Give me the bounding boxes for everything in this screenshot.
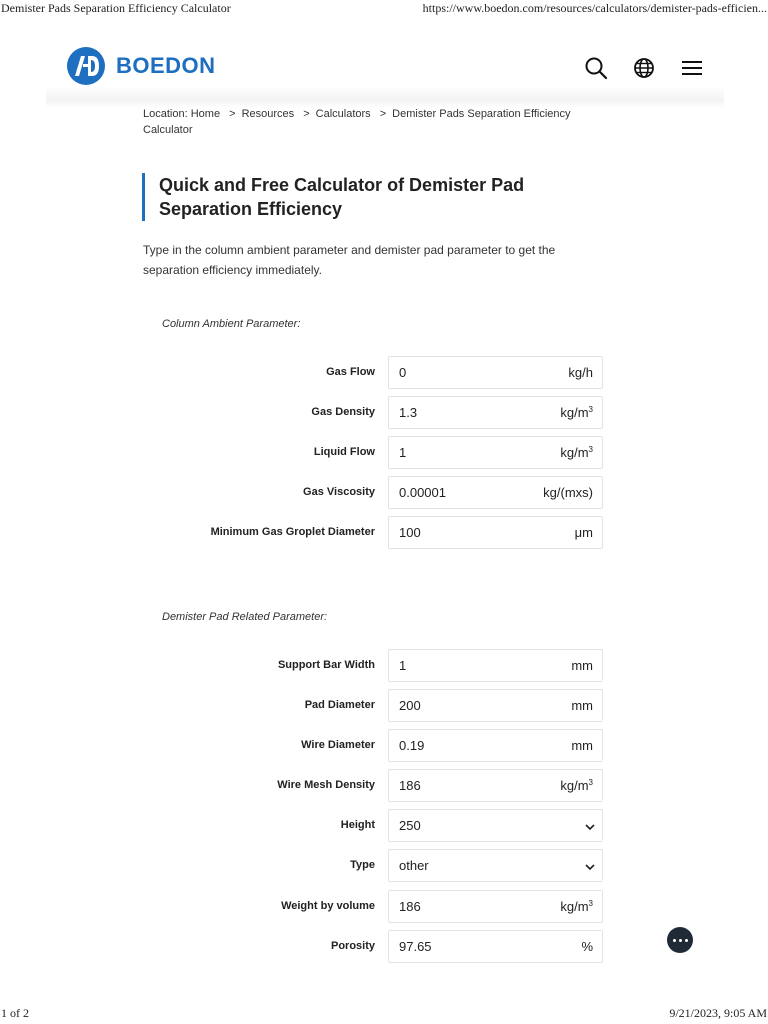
field-label: Pad Diameter	[304, 699, 375, 711]
chevron-down-icon	[584, 861, 596, 873]
breadcrumb-resources[interactable]: Resources	[241, 108, 295, 120]
field-wire-diameter	[140, 729, 603, 762]
print-page-url: https://www.boedon.com/resources/calculators/demister-pads-efficien...	[422, 1, 767, 15]
field-value: 100	[399, 525, 421, 540]
field-pad-diameter	[140, 689, 603, 722]
breadcrumb-separator: >	[229, 108, 236, 120]
field-unit: %	[581, 939, 593, 954]
field-unit: $kg/m^3$	[560, 405, 593, 420]
field-unit: kg/h	[568, 365, 593, 380]
field-value: 1	[399, 658, 407, 673]
breadcrumb-home[interactable]: Home	[190, 108, 221, 120]
field-label: Porosity	[330, 940, 375, 952]
breadcrumb-calculators[interactable]: Calculators	[315, 108, 371, 120]
field-value: 1.3	[399, 405, 418, 420]
brand-name: BOEDON	[116, 53, 216, 78]
field-unit: μm	[574, 525, 593, 540]
section-label-ambient: Column Ambient Parameter:	[162, 318, 301, 330]
field-min-droplet-diameter	[140, 516, 603, 549]
print-page-title: Demister Pads Separation Efficiency Calculator	[1, 1, 231, 15]
field-unit: mm	[571, 658, 593, 673]
field-label: Minimum Gas Groplet Diameter	[210, 526, 375, 538]
field-unit: $kg/m^3$	[560, 445, 593, 460]
breadcrumb-separator: >	[379, 108, 387, 120]
field-support-bar-width	[140, 649, 603, 682]
field-value: 250	[399, 818, 421, 833]
language-button[interactable]	[628, 52, 660, 84]
weight-by-volume-input[interactable]	[388, 890, 603, 923]
field-value: 0.00001	[399, 485, 446, 500]
field-liquid-flow	[140, 436, 603, 469]
page-title-block	[142, 173, 592, 221]
porosity-input[interactable]	[388, 930, 603, 963]
print-page-number: 1 of 2	[1, 1006, 29, 1020]
print-header	[0, 0, 768, 16]
support-bar-width-input[interactable]	[388, 649, 603, 682]
menu-icon	[679, 55, 705, 81]
intro-text: Type in the column ambient parameter and demister pad parameter to get the separation efficiency immediately.	[143, 243, 556, 277]
page-title: Quick and Free Calculator of Demister Pad Separation Efficiency	[159, 175, 525, 219]
chevron-down-icon	[584, 821, 596, 833]
brand-logo[interactable]	[66, 46, 216, 86]
field-unit: $kg/m^3$	[560, 899, 593, 914]
type-select[interactable]	[388, 849, 603, 882]
field-type	[140, 849, 603, 882]
field-label: Liquid Flow	[313, 446, 375, 458]
min-droplet-diameter-input[interactable]	[388, 516, 603, 549]
gas-flow-input[interactable]	[388, 356, 603, 389]
menu-button[interactable]	[676, 52, 708, 84]
field-value: 1	[399, 445, 407, 460]
breadcrumb	[143, 106, 593, 138]
wire-mesh-density-input[interactable]	[388, 769, 603, 802]
field-unit: mm	[571, 698, 593, 713]
print-footer	[0, 1006, 768, 1024]
field-label: Type	[350, 859, 375, 871]
globe-icon	[631, 55, 657, 81]
breadcrumb-current: Demister Pads Separation Efficiency Calculator	[143, 108, 571, 136]
search-icon	[583, 55, 609, 81]
chat-button[interactable]	[667, 927, 693, 953]
site-header	[46, 30, 724, 108]
brand-logo-icon	[66, 46, 106, 86]
print-datetime: 9/21/2023, 9:05 AM	[669, 1006, 767, 1020]
field-label: Gas Viscosity	[303, 486, 375, 498]
field-gas-flow	[140, 356, 603, 389]
field-gas-viscosity	[140, 476, 603, 509]
field-unit: mm	[571, 738, 593, 753]
section-label-pad: Demister Pad Related Parameter:	[162, 611, 328, 623]
breadcrumb-separator: >	[303, 108, 310, 120]
gas-viscosity-input[interactable]	[388, 476, 603, 509]
field-value: 186	[399, 899, 421, 914]
breadcrumb-prefix: Location:	[143, 108, 188, 120]
field-porosity	[140, 930, 603, 963]
field-label: Weight by volume	[281, 900, 375, 912]
field-unit: $kg/m^3$	[560, 778, 593, 793]
field-wire-mesh-density	[140, 769, 603, 802]
field-label: Support Bar Width	[277, 659, 375, 671]
field-value: other	[399, 858, 429, 873]
field-label: Gas Density	[311, 406, 375, 418]
field-height	[140, 809, 603, 842]
pad-diameter-input[interactable]	[388, 689, 603, 722]
field-label: Gas Flow	[326, 366, 375, 378]
field-value: 97.65	[399, 939, 432, 954]
liquid-flow-input[interactable]	[388, 436, 603, 469]
search-button[interactable]	[580, 52, 612, 84]
field-unit: kg/(mxs)	[543, 485, 593, 500]
chat-dots-icon	[673, 939, 676, 942]
height-select[interactable]	[388, 809, 603, 842]
field-gas-density	[140, 396, 603, 429]
field-value: 200	[399, 698, 421, 713]
field-value: 0.19	[399, 738, 425, 753]
field-weight-by-volume	[140, 890, 603, 923]
field-value: 0	[399, 365, 407, 380]
field-label: Height	[340, 819, 375, 831]
field-label: Wire Diameter	[301, 739, 375, 751]
gas-density-input[interactable]	[388, 396, 603, 429]
field-label: Wire Mesh Density	[277, 779, 375, 791]
field-value: 186	[399, 778, 421, 793]
wire-diameter-input[interactable]	[388, 729, 603, 762]
